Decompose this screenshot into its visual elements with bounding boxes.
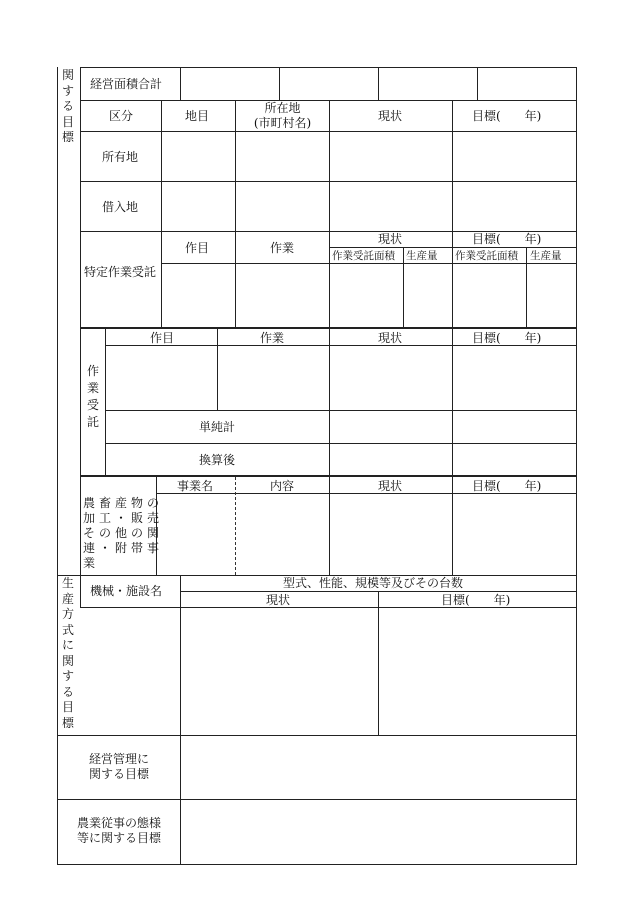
sagyo-header-sagyo: 作業 — [260, 331, 285, 345]
header-kubun: 区分 — [109, 109, 134, 123]
header-shozaichi: 所在地 (市町村名) — [253, 101, 312, 130]
tokutei-header-mokuhyo: 目標( 年) — [472, 232, 542, 246]
kanren-header-mokuhyo: 目標( 年) — [472, 479, 542, 493]
row-shakunyuchi: 借入地 — [102, 200, 139, 214]
kanren-header-naiyo: 内容 — [270, 479, 295, 493]
row-shoyuchi: 所有地 — [102, 150, 139, 164]
left-label-sakugyo-jutaku: 作 業 受 託 — [86, 364, 99, 429]
tokutei-seisanryo-genjo: 生産量 — [406, 250, 438, 262]
kanren-header-genjo: 現状 — [378, 479, 403, 493]
tokutei-itaku-menseki-mokuhyo: 作業受託面積 — [455, 250, 518, 262]
sagyo-kansango: 換算後 — [199, 453, 236, 467]
total-area-label: 経営面積合計 — [90, 77, 163, 91]
tokutei-header-sakumoku: 作目 — [185, 241, 210, 255]
tokutei-seisanryo-mokuhyo: 生産量 — [530, 250, 562, 262]
header-chimoku: 地目 — [185, 109, 210, 123]
kikai-header-mokuhyo: 目標( 年) — [441, 593, 511, 607]
nogyo-jiji-label: 農業従事の態様 等に関する目標 — [76, 816, 161, 845]
sagyo-header-genjo: 現状 — [378, 331, 403, 345]
sagyo-header-sakumoku: 作目 — [150, 331, 175, 345]
sagyo-header-mokuhyo: 目標( 年) — [472, 331, 542, 345]
tokutei-header-genjo: 現状 — [378, 232, 403, 246]
header-mokuhyo: 目標( 年) — [472, 109, 542, 123]
header-genjo: 現状 — [378, 109, 403, 123]
keiei-kanri-label: 経営管理に 関する目標 — [88, 752, 149, 781]
kanren-jigyo-label: 農畜産物の 加工・販売 その他の関 連・附帯事 業 — [83, 496, 159, 570]
tokutei-header-sagyo: 作業 — [270, 241, 295, 255]
left-label-top: 関 す る 目 標 — [61, 68, 74, 144]
row-tokutei-sagyo-jutaku: 特定作業受託 — [84, 265, 157, 279]
kikai-shisetsu-label: 機械・施設名 — [90, 584, 163, 598]
tokutei-itaku-menseki-genjo: 作業受託面積 — [332, 250, 395, 262]
kikai-header-genjo: 現状 — [266, 593, 291, 607]
left-label-seisan-hoshiki: 生 産 方 式 に 関 す る 目 標 — [61, 576, 74, 730]
sagyo-tanjunkei: 単純計 — [199, 420, 236, 434]
kanren-header-jigyomei: 事業名 — [177, 479, 214, 493]
kikai-spec-header: 型式、性能、規模等及びその台数 — [283, 576, 464, 590]
